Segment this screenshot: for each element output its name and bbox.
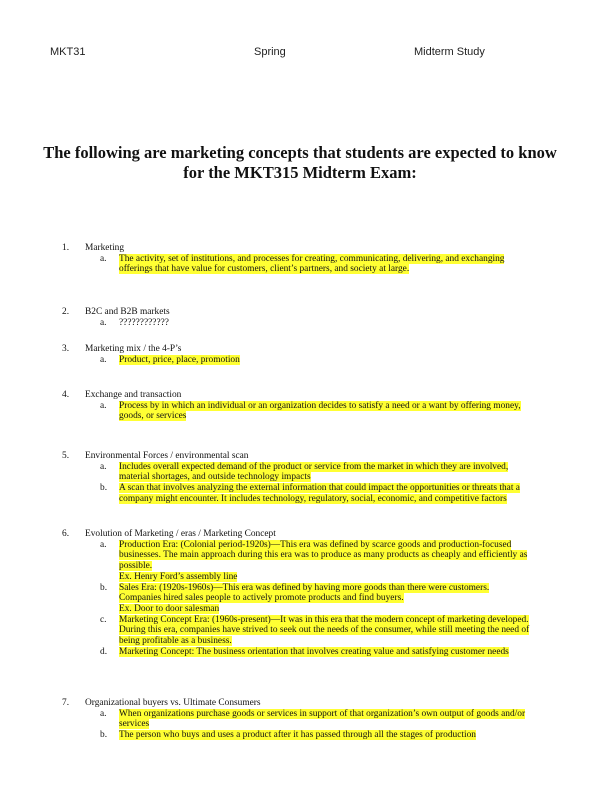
highlighted-definition-text: being profitable as a business. [119,636,232,647]
item-letter: b. [100,582,108,593]
highlighted-definition-text: material shortages, and outside technology impacts [119,472,311,483]
highlighted-definition-text: company might encounter. It includes technology, regulatory, social, economic, and competitive factors [119,493,507,504]
definition-item [62,730,562,741]
highlighted-definition-text: Product, price, place, promotion [119,354,240,365]
item-letter: a. [100,708,107,719]
section-heading [62,698,562,709]
item-letter: a. [100,400,107,411]
section-heading-text: Marketing mix / the 4-P’s [85,344,182,354]
definition-item [62,355,562,366]
concept-section [62,243,562,275]
definition-item [62,462,562,483]
concept-section [62,390,562,422]
concept-section [62,344,562,365]
section-heading-text: Environmental Forces / environmental scan [85,451,249,461]
section-heading-text: B2C and B2B markets [85,307,170,317]
highlighted-definition-text: Process by in which an individual or an organization decides to satisfy a need or a want by offering money, [119,400,521,411]
highlighted-definition-text: goods, or services [119,411,187,422]
highlighted-definition-text: Includes overall expected demand of the product or service from the market in which they are involved, [119,461,509,472]
definition-item [62,318,562,329]
section-heading-text: Organizational buyers vs. Ultimate Consumers [85,698,261,708]
item-letter: c. [100,614,107,625]
section-number: 4. [62,390,70,400]
definition-item [62,483,562,504]
item-letter: a. [100,354,107,365]
highlighted-definition-text: Companies hired sales people to actively promote products and find buyers. [119,593,404,604]
section-heading [62,344,562,355]
item-letter: d. [100,646,108,657]
section-number: 5. [62,451,70,461]
section-heading [62,451,562,462]
highlighted-definition-text: The activity, set of institutions, and processes for creating, communicating, delivering, and exchanging [119,253,505,264]
definition-item [62,583,562,615]
definition-item [62,401,562,422]
page-title [40,143,560,183]
term: Spring [254,46,286,58]
highlighted-definition-text: Ex. Henry Ford’s assembly line [119,571,238,582]
highlighted-definition-text: Ex. Door to door salesman [119,603,220,614]
highlighted-definition-text: services [119,719,150,730]
page-header [0,46,600,62]
item-letter: a. [100,539,107,550]
section-number: 7. [62,698,70,708]
section-heading [62,307,562,318]
section-number: 2. [62,307,70,317]
highlighted-definition-text: possible. [119,561,153,572]
definition-item [62,709,562,730]
definition-item [62,647,562,658]
highlighted-definition-text: Production Era: (Colonial period-1920s)—This era was defined by scarce goods and production-focused [119,539,512,550]
item-letter: a. [100,461,107,472]
section-heading [62,390,562,401]
section-heading-text: Marketing [85,243,125,253]
section-number: 6. [62,529,70,539]
section-heading [62,529,562,540]
section-heading-text: Exchange and transaction [85,390,182,400]
item-letter: a. [100,253,107,264]
highlighted-definition-text: During this era, companies have strived to seek out the needs of the consumer, while still meeting the need of [119,625,530,636]
highlighted-definition-text: The person who buys and uses a product after it has passed through all the stages of production [119,730,476,741]
concept-section [62,698,562,741]
section-heading [62,243,562,254]
highlighted-definition-text: businesses. The main approach during this era was to produce as many products as cheaply and efficiently as [119,550,528,561]
title-line-2: for the MKT315 Midterm Exam: [183,163,417,182]
concept-section [62,307,562,328]
item-letter: a. [100,317,107,328]
highlighted-definition-text: When organizations purchase goods or services in support of that organization’s own output of goods and/or [119,708,526,719]
definition-text: ???????????? [119,317,169,328]
highlighted-definition-text: A scan that involves analyzing the external information that could impact the opportunities or threats that a [119,483,520,494]
section-number: 3. [62,344,70,354]
highlighted-definition-text: Marketing Concept Era: (1960s-present)—It was in this era that the modern concept of marketing developed. [119,614,529,625]
highlighted-definition-text: Marketing Concept: The business orientation that involves creating value and satisfying customer needs [119,646,509,657]
highlighted-definition-text: offerings that have value for customers, client’s partners, and society at large. [119,264,410,275]
definition-item [62,254,562,275]
concept-section [62,529,562,657]
definition-item [62,540,562,583]
title-line-1: The following are marketing concepts that students are expected to know [43,143,557,162]
concept-section [62,451,562,505]
section-heading-text: Evolution of Marketing / eras / Marketing Concept [85,529,276,539]
definition-item [62,615,562,647]
item-letter: b. [100,483,108,494]
highlighted-definition-text: Sales Era: (1920s-1960s)—This era was defined by having more goods than there were customers. [119,582,490,593]
section-number: 1. [62,243,70,253]
course-code: MKT31 [50,46,86,58]
item-letter: b. [100,730,108,741]
document-label: Midterm Study [414,46,485,58]
